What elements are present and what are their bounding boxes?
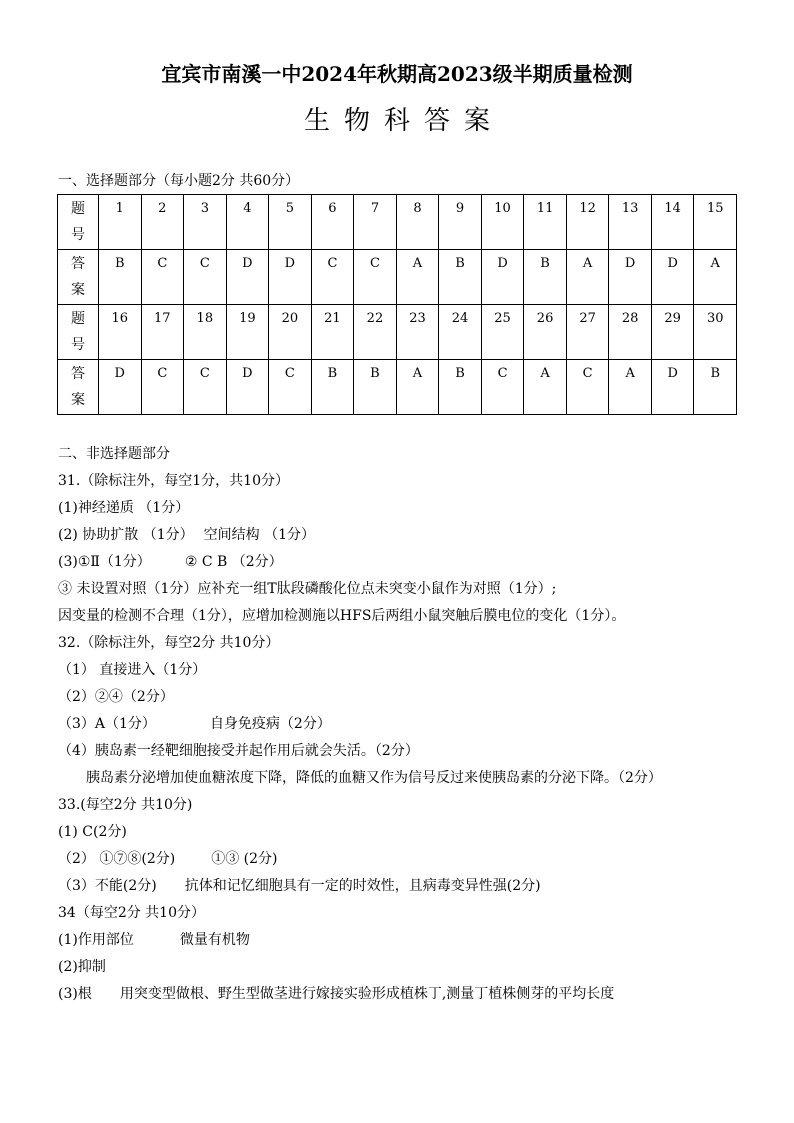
question-number-cell: 25 bbox=[481, 305, 524, 360]
answer-cell: C bbox=[184, 360, 227, 415]
question-number-cell: 15 bbox=[694, 195, 737, 250]
answer-cell: A bbox=[396, 360, 439, 415]
row-label-text: 题 bbox=[71, 311, 85, 327]
question-number-cell: 17 bbox=[141, 305, 184, 360]
row-label-question-number bbox=[58, 195, 99, 250]
question-number-cell: 16 bbox=[99, 305, 142, 360]
question-number-cell: 4 bbox=[226, 195, 269, 250]
answer-cell: B bbox=[354, 360, 397, 415]
question-number-cell: 22 bbox=[354, 305, 397, 360]
question-number-cell: 8 bbox=[396, 195, 439, 250]
section-nonchoice bbox=[58, 441, 748, 1008]
q32-line-3a: （3）A（1分） bbox=[58, 716, 156, 732]
q34-line-2: (2)抑制 bbox=[58, 959, 106, 975]
q31-line-2b: 空间结构 （1分） bbox=[203, 527, 315, 543]
question-number-cell: 19 bbox=[226, 305, 269, 360]
q34-line-1a: (1)作用部位 bbox=[58, 932, 134, 948]
q33-line-3b: 抗体和记忆细胞具有一定的时效性，且病毒变异性强(2分) bbox=[184, 878, 541, 894]
section-choice-heading: 一、选择题部分（每小题2分 共60分） bbox=[58, 173, 300, 189]
q32-line-3 bbox=[58, 711, 748, 738]
row-label-answer bbox=[58, 360, 99, 415]
answer-cell: D bbox=[99, 360, 142, 415]
q31-line-3a: (3)①Ⅱ（1分） bbox=[58, 554, 151, 570]
answer-cell: D bbox=[481, 250, 524, 305]
q32-line-5: 胰岛素分泌增加使血糖浓度下降，降低的血糖又作为信号反过来使胰岛素的分泌下降。（2分） bbox=[86, 770, 662, 786]
question-number-cell: 18 bbox=[184, 305, 227, 360]
question-number-cell: 28 bbox=[609, 305, 652, 360]
question-number-cell: 24 bbox=[439, 305, 482, 360]
q31-line-5: 因变量的检测不合理（1分），应增加检测施以HFS后两组小鼠突触后膜电位的变化（1分）。 bbox=[58, 608, 626, 624]
answer-cell: A bbox=[609, 360, 652, 415]
row-label-text: 案 bbox=[71, 392, 85, 408]
question-number-cell: 29 bbox=[651, 305, 694, 360]
q34-line-1 bbox=[58, 927, 748, 954]
q31-line-2 bbox=[58, 522, 748, 549]
answer-cell: B bbox=[694, 360, 737, 415]
question-number-cell: 26 bbox=[524, 305, 567, 360]
q31-line-4: ③ 未设置对照（1分）应补充一组T肽段磷酸化位点未突变小鼠作为对照（1分）; bbox=[58, 581, 557, 597]
q32-line-2: （2）②④（2分） bbox=[58, 689, 174, 705]
answer-cell: A bbox=[566, 250, 609, 305]
q31-line-3b: ② C B （2分） bbox=[184, 554, 283, 570]
answer-cell: B bbox=[311, 360, 354, 415]
question-number-row bbox=[58, 305, 737, 360]
answer-cell: D bbox=[226, 250, 269, 305]
question-number-cell: 23 bbox=[396, 305, 439, 360]
question-number-cell: 30 bbox=[694, 305, 737, 360]
row-label-text: 答 bbox=[71, 256, 85, 272]
row-label-text: 题 bbox=[71, 201, 85, 217]
answer-cell: B bbox=[99, 250, 142, 305]
question-number-cell: 6 bbox=[311, 195, 354, 250]
answer-cell: A bbox=[694, 250, 737, 305]
answer-cell: C bbox=[141, 360, 184, 415]
q34-line-3a: (3)根 bbox=[58, 986, 92, 1002]
question-number-cell: 1 bbox=[99, 195, 142, 250]
answer-cell: C bbox=[141, 250, 184, 305]
q33-line-2 bbox=[58, 846, 748, 873]
question-number-cell: 2 bbox=[141, 195, 184, 250]
answer-cell: B bbox=[524, 250, 567, 305]
q31-line-3 bbox=[58, 549, 748, 576]
q32-heading: 32.（除标注外，每空2分 共10分） bbox=[58, 635, 280, 651]
question-number-cell: 21 bbox=[311, 305, 354, 360]
answer-cell: A bbox=[396, 250, 439, 305]
answer-cell: B bbox=[439, 250, 482, 305]
question-number-cell: 27 bbox=[566, 305, 609, 360]
row-label-text: 号 bbox=[71, 337, 85, 353]
answer-cell: B bbox=[439, 360, 482, 415]
question-number-cell: 5 bbox=[269, 195, 312, 250]
q33-line-2b: ①③ (2分) bbox=[211, 851, 278, 867]
answer-cell: C bbox=[269, 360, 312, 415]
answer-table bbox=[57, 194, 737, 415]
answer-cell: C bbox=[566, 360, 609, 415]
answer-cell: C bbox=[481, 360, 524, 415]
answer-cell: A bbox=[524, 360, 567, 415]
q31-line-1: (1)神经递质 （1分） bbox=[58, 500, 190, 516]
q32-line-1: （1） 直接进入（1分） bbox=[58, 662, 207, 678]
q34-line-3b: 用突变型做根、野生型做茎进行嫁接实验形成植株丁,测量丁植株侧芽的平均长度 bbox=[119, 986, 615, 1002]
q34-heading: 34（每空2分 共10分） bbox=[58, 905, 205, 921]
question-number-cell: 11 bbox=[524, 195, 567, 250]
page-title: 宜宾市南溪一中2024年秋期高2023级半期质量检测 bbox=[161, 62, 633, 86]
answer-cell: D bbox=[226, 360, 269, 415]
answer-cell: C bbox=[184, 250, 227, 305]
question-number-cell: 10 bbox=[481, 195, 524, 250]
answer-cell: C bbox=[311, 250, 354, 305]
question-number-cell: 12 bbox=[566, 195, 609, 250]
answer-row bbox=[58, 360, 737, 415]
answer-cell: D bbox=[609, 250, 652, 305]
page-subtitle: 生物科答案 bbox=[303, 106, 504, 136]
q34-line-1b: 微量有机物 bbox=[179, 932, 250, 948]
answer-cell: D bbox=[269, 250, 312, 305]
q33-line-3 bbox=[58, 873, 748, 900]
question-number-cell: 13 bbox=[609, 195, 652, 250]
q33-line-2a: （2） ①⑦⑧(2分) bbox=[58, 851, 176, 867]
row-label-question-number bbox=[58, 305, 99, 360]
q34-line-3 bbox=[58, 981, 748, 1008]
answer-cell: D bbox=[651, 360, 694, 415]
answer-cell: C bbox=[354, 250, 397, 305]
question-number-cell: 14 bbox=[651, 195, 694, 250]
q33-line-1: (1) C(2分) bbox=[58, 824, 127, 840]
question-number-cell: 20 bbox=[269, 305, 312, 360]
question-number-cell: 9 bbox=[439, 195, 482, 250]
question-number-row bbox=[58, 195, 737, 250]
row-label-text: 号 bbox=[71, 227, 85, 243]
row-label-text: 答 bbox=[71, 366, 85, 382]
question-number-cell: 7 bbox=[354, 195, 397, 250]
answer-row bbox=[58, 250, 737, 305]
q31-heading: 31.（除标注外，每空1分，共10分） bbox=[58, 473, 289, 489]
q32-line-3b: 自身免疫病（2分） bbox=[209, 716, 331, 732]
q32-line-4: （4）胰岛素一经靶细胞接受并起作用后就会失活。（2分） bbox=[58, 743, 419, 759]
question-number-cell: 3 bbox=[184, 195, 227, 250]
q33-heading: 33.(每空2分 共10分) bbox=[58, 797, 193, 813]
answer-cell: D bbox=[651, 250, 694, 305]
q33-line-3a: （3）不能(2分) bbox=[58, 878, 157, 894]
section-nonchoice-heading: 二、非选择题部分 bbox=[58, 446, 170, 462]
row-label-answer bbox=[58, 250, 99, 305]
row-label-text: 案 bbox=[71, 282, 85, 298]
q31-line-2a: (2) 协助扩散 （1分） bbox=[58, 527, 194, 543]
